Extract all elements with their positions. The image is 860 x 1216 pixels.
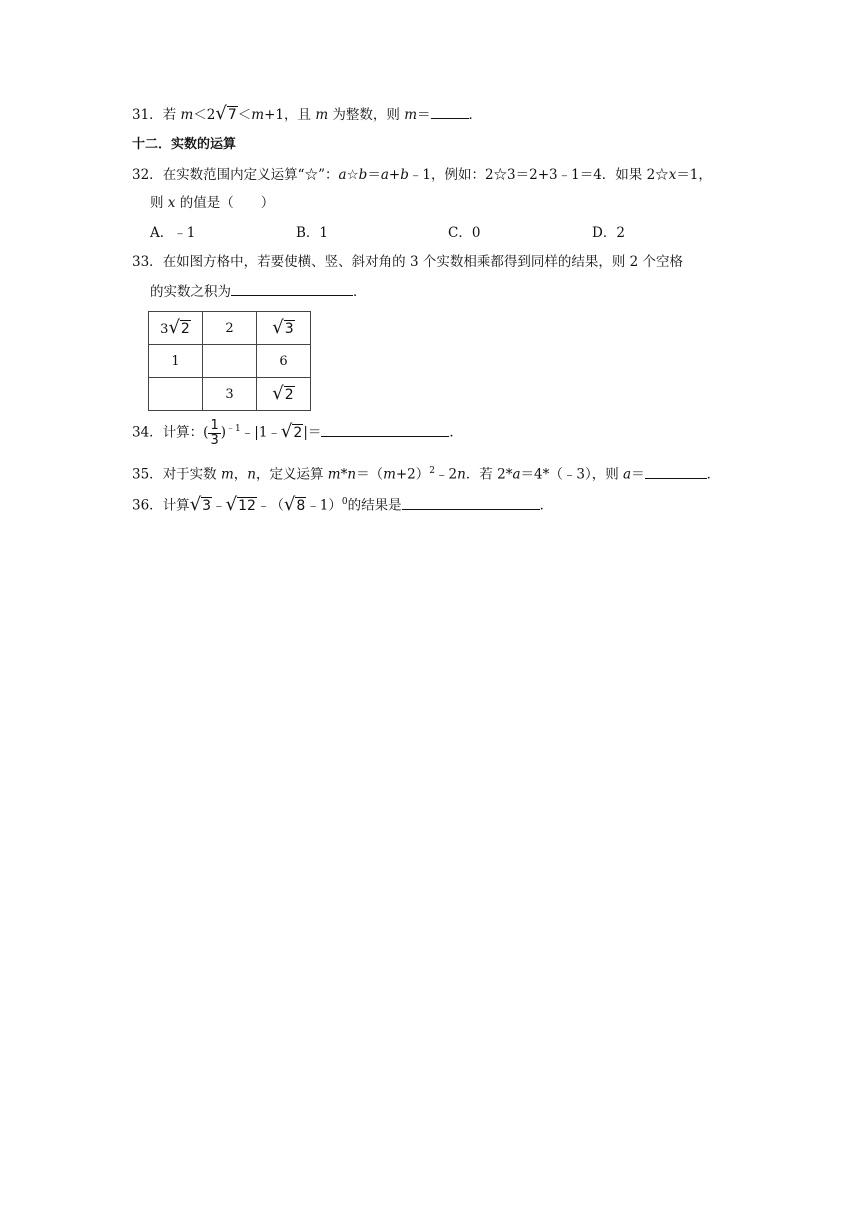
option-d[interactable]: D．2 bbox=[592, 225, 625, 241]
answer-blank[interactable] bbox=[645, 464, 707, 479]
question-32-line2: 则 x 的值是（ ） bbox=[150, 195, 275, 211]
answer-blank[interactable] bbox=[321, 422, 449, 437]
grid-cell: 3√2 bbox=[149, 312, 203, 345]
question-number: 31． bbox=[132, 107, 163, 123]
option-c[interactable]: C．0 bbox=[448, 225, 481, 241]
answer-blank[interactable] bbox=[231, 281, 353, 296]
grid-cell: 3 bbox=[203, 378, 257, 411]
question-34: 34．计算：( $\frac{1}{3}$ )$^{﹣1}$﹣|1﹣√2|＝ ． bbox=[132, 417, 463, 448]
question-36: 36．计算√3﹣√12﹣（√8﹣1）$^0$的结果是 ． bbox=[132, 493, 554, 515]
question-35: 35．对于实数 m，n，定义运算 $m*n=(m+2)^2﹣2n$．若 2*a＝4*（﹣3），则 a＝ ． bbox=[132, 461, 720, 485]
sqrt-expression: √7 bbox=[215, 103, 237, 124]
question-number: 32． bbox=[132, 167, 163, 183]
grid-cell: 2 bbox=[203, 312, 257, 345]
grid-cell: 1 bbox=[149, 345, 203, 378]
answer-blank[interactable] bbox=[402, 495, 540, 510]
grid-cell-empty bbox=[149, 378, 203, 411]
question-33-line2: 的实数之积为 ． bbox=[150, 281, 367, 302]
question-number: 34． bbox=[132, 424, 163, 441]
grid-cell: √2 bbox=[257, 378, 311, 411]
section-heading: 十二．实数的运算 bbox=[132, 137, 237, 152]
magic-square-grid bbox=[148, 311, 311, 411]
option-a[interactable]: A．﹣1 bbox=[150, 225, 196, 241]
option-b[interactable]: B．1 bbox=[296, 225, 329, 241]
grid-cell: 6 bbox=[257, 345, 311, 378]
grid-cell-empty bbox=[203, 345, 257, 378]
fraction: $\frac{1}{3}$ bbox=[210, 417, 219, 448]
question-32: 32．在实数范围内定义运算“☆”：a☆b＝a+b﹣1，例如：2☆3＝2+3﹣1＝4．如果 2☆x＝1， bbox=[132, 167, 712, 183]
grid-cell: √3 bbox=[257, 312, 311, 345]
question-number: 33． bbox=[132, 254, 163, 270]
question-31: 31．若 m＜2√7＜m+1，且 m 为整数，则 m＝ ． bbox=[132, 103, 483, 124]
question-33: 33．在如图方格中，若要使横、竖、斜对角的 3 个实数相乘都得到同样的结果，则 2 个空格 bbox=[132, 254, 684, 270]
question-number: 36． bbox=[132, 497, 163, 514]
answer-blank[interactable] bbox=[431, 104, 469, 119]
question-number: 35． bbox=[132, 466, 163, 483]
